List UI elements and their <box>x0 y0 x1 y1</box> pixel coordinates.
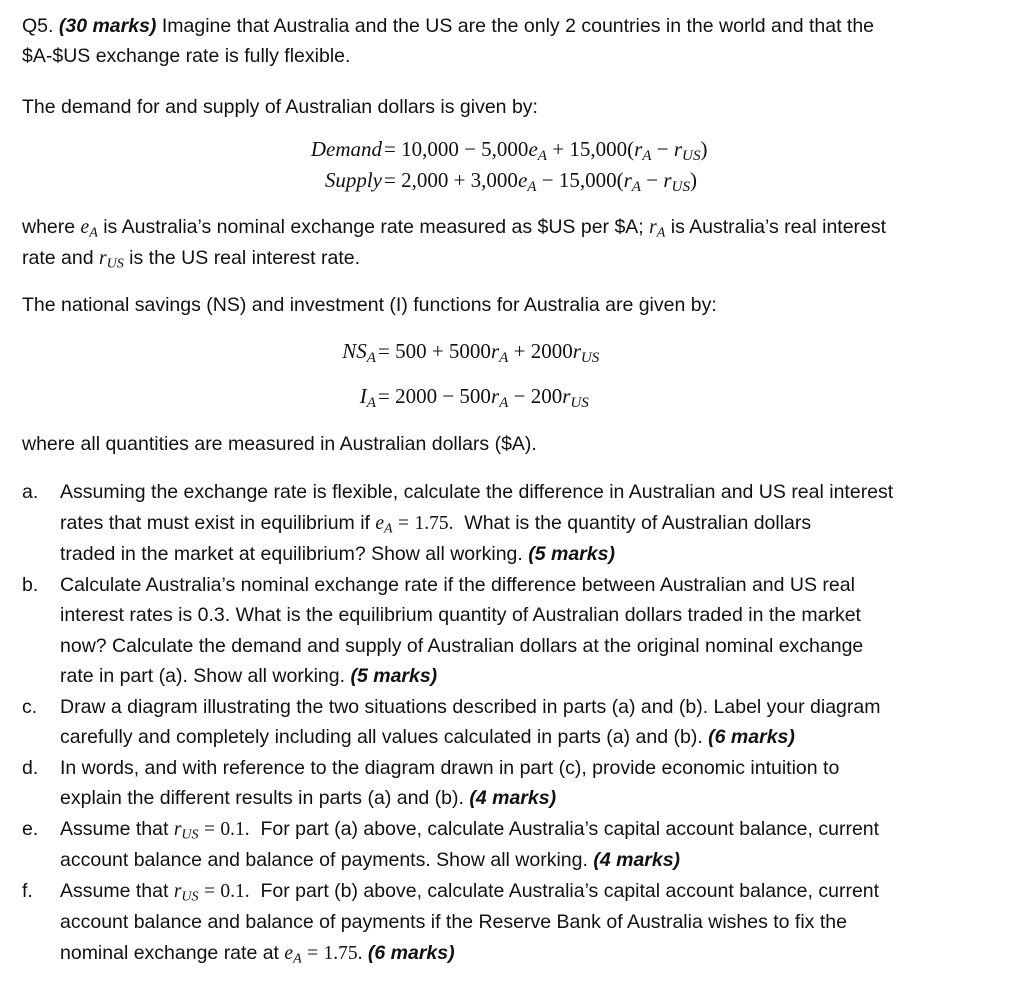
part-b <box>22 570 982 692</box>
part-e-marker: e. <box>22 817 39 840</box>
supply-lhs: Supply <box>324 168 382 192</box>
part-c-line-2: carefully and completely including all values calculated in parts (a) and (b). (6 marks) <box>60 726 795 748</box>
part-b-marker: b. <box>22 573 39 596</box>
demand-supply-intro: The demand for and supply of Australian dollars is given by: <box>22 96 538 118</box>
part-a-line-2: rates that must exist in equilibrium if $e_A = 1.75$. What is the quantity of Australian dollars <box>60 511 812 536</box>
part-a-marks: (5 marks) <box>528 543 615 565</box>
part-f-line-3: nominal exchange rate at $e_A = 1.75$. (6 marks) <box>60 941 455 966</box>
part-c-line-1: Draw a diagram illustrating the two situations described in parts (a) and (b). Label your diagram <box>60 695 881 718</box>
ns-equation: = $500 + 5000r_A + 2000r_{US}$ <box>378 339 600 366</box>
ns-intro: The national savings (NS) and investment (I) functions for Australia are given by: <box>22 294 717 316</box>
parts-list <box>22 477 982 969</box>
question-number: Q5. <box>22 15 54 37</box>
part-b-marks: (5 marks) <box>350 665 438 687</box>
part-c <box>22 692 982 753</box>
part-f-marker: f. <box>22 879 33 902</box>
supply-equation: = $2,000 + 3,000e_A - 15,000(r_A - r_{US})$ <box>384 168 698 195</box>
demand-equation: = $10,000 - 5,000e_A + 15,000(r_A - r_{US})$ <box>384 137 708 164</box>
definitions-line-1: where $e_A$ is Australia’s nominal exchange rate measured as $US per $A; $r_A$ is Australia’s real interest <box>22 216 887 241</box>
part-f <box>22 876 982 970</box>
part-a-line-1: Assuming the exchange rate is flexible, calculate the difference in Australian and US real interest <box>60 481 894 503</box>
part-b-line-3: now? Calculate the demand and supply of Australian dollars at the original nominal exchange <box>60 634 864 657</box>
part-a-marker: a. <box>22 481 39 503</box>
intro-text-1: Imagine that Australia and the US are the only 2 countries in the world and that the <box>161 15 875 37</box>
part-e <box>22 814 982 876</box>
part-d-marks: (4 marks) <box>469 787 557 809</box>
definitions-line-2: rate and $r_{US}$ is the US real interest rate. <box>22 247 361 272</box>
part-d-line-1: In words, and with reference to the diagram drawn in part (c), provide economic intuition to <box>60 756 840 779</box>
part-e-line-2: account balance and balance of payments. Show all working. (4 marks) <box>60 849 681 871</box>
part-b-line-1: Calculate Australia’s nominal exchange rate if the difference between Australian and US real <box>60 573 855 596</box>
part-d <box>22 753 982 814</box>
question-intro <box>22 11 982 71</box>
part-a-line-3: traded in the market at equilibrium? Show all working. (5 marks) <box>60 543 615 565</box>
part-e-line-1: Assume that $r_{US} = 0.1$. For part (a) above, calculate Australia’s capital account balance, current <box>60 817 880 842</box>
variable-definitions <box>22 212 982 274</box>
part-d-marker: d. <box>22 756 39 779</box>
part-f-line-2: account balance and balance of payments if the Reserve Bank of Australia wishes to fix the <box>60 911 847 933</box>
units-note: where all quantities are measured in Australian dollars ($A). <box>22 433 537 455</box>
question-marks: (30 marks) <box>58 15 157 37</box>
part-a <box>22 477 982 570</box>
part-b-line-2: interest rates is 0.3. What is the equilibrium quantity of Australian dollars traded in the market <box>60 604 861 626</box>
i-lhs: $I_A$ <box>359 384 376 411</box>
intro-line-2: $A-$US exchange rate is fully flexible. <box>22 45 351 67</box>
i-equation: = $2000 - 500r_A - 200r_{US}$ <box>378 384 589 411</box>
ns-lhs: $NS_A$ <box>342 339 376 366</box>
part-b-line-4: rate in part (a). Show all working. (5 marks) <box>60 665 438 687</box>
intro-line-1 <box>22 11 982 41</box>
part-f-marks: (6 marks) <box>367 941 455 964</box>
demand-lhs: Demand <box>310 137 382 161</box>
part-c-marks: (6 marks) <box>708 726 795 748</box>
part-d-line-2: explain the different results in parts (a) and (b). (4 marks) <box>60 787 557 809</box>
part-c-marker: c. <box>22 695 38 718</box>
part-f-line-1: Assume that $r_{US} = 0.1$. For part (b) above, calculate Australia’s capital account balance, current <box>60 879 880 904</box>
part-e-marks: (4 marks) <box>593 849 681 871</box>
